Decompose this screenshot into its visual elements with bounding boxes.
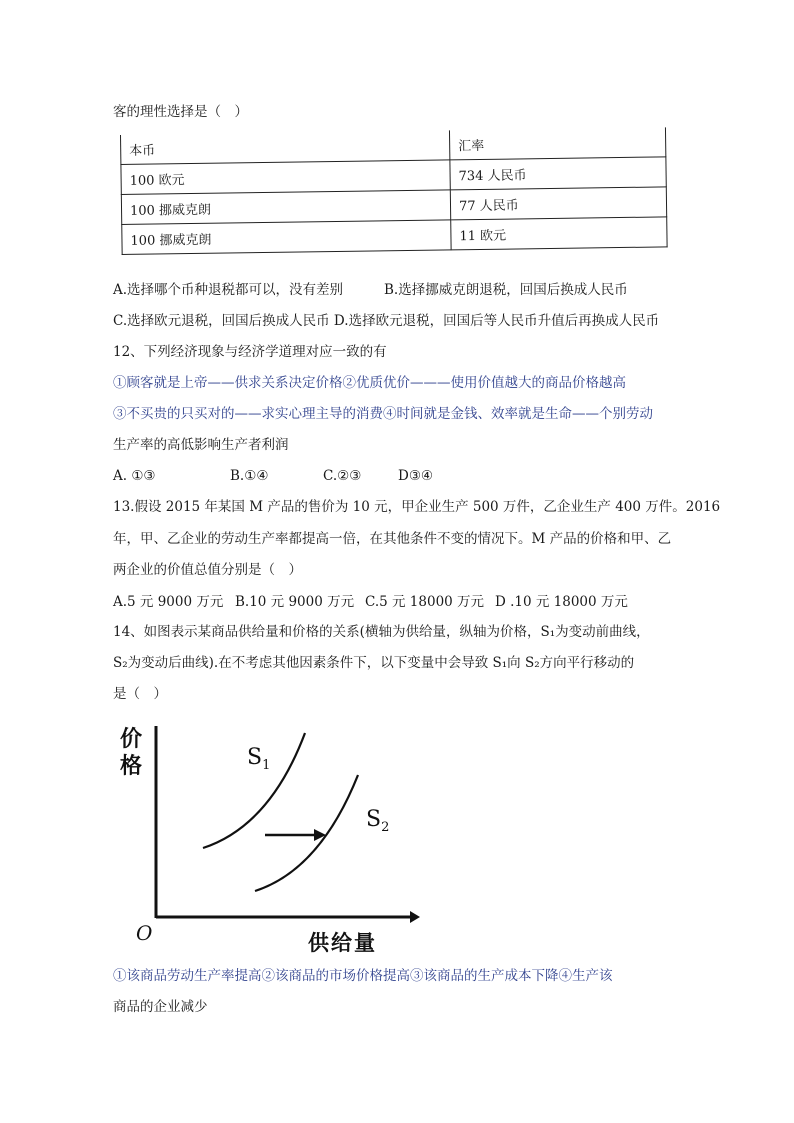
table-cell: 100 欧元 — [121, 160, 450, 195]
question-12-stem: 12、下列经济现象与经济学道理对应一致的有 — [113, 344, 387, 360]
curve-s2-label — [366, 807, 389, 835]
x-axis-arrow-icon — [410, 911, 420, 923]
q14-item-line: ①该商品劳动生产率提高②该商品的市场价格提高③该商品的生产成本下降④生产该 — [113, 968, 613, 984]
supply-curve-graph — [110, 718, 430, 963]
q13-option-c: C.5 元 18000 万元 — [365, 594, 485, 610]
q11-option-b: B.选择挪威克朗退税，回国后换成人民币 — [384, 282, 628, 298]
table-cell: 100 挪威克朗 — [121, 190, 450, 225]
question-13-line: 年，甲、乙企业的劳动生产率都提高一倍，在其他条件不变的情况下。M 产品的价格和甲、乙 — [113, 531, 672, 547]
question-13-line: 两企业的价值总值分别是（ ） — [113, 562, 302, 578]
table-row — [122, 217, 667, 255]
y-axis-label-char: 价 — [120, 726, 143, 752]
table-cell: 734 人民币 — [450, 157, 666, 190]
q11-options-c-d: C.选择欧元退税，回国后换成人民币 D.选择欧元退税，回国后等人民币升值后再换成人民币 — [113, 313, 660, 329]
q12-item-line: ①顾客就是上帝——供求关系决定价格②优质优价———使用价值越大的商品价格越高 — [113, 375, 626, 391]
q13-option-a: A.5 元 9000 万元 — [113, 594, 224, 610]
table-cell: 77 人民币 — [450, 187, 666, 220]
q12-option-a: A. ①③ — [113, 468, 156, 484]
q12-item-line: 生产率的高低影响生产者利润 — [113, 437, 289, 453]
q11-option-a: A.选择哪个币种退税都可以，没有差别 — [113, 282, 344, 298]
x-axis-label: 供给量 — [308, 930, 377, 955]
question-13-line: 13.假设 2015 年某国 M 产品的售价为 10 元，甲企业生产 500 万件，乙企业生产 400 万件。2016 — [113, 499, 721, 515]
table-cell: 100 挪威克朗 — [122, 220, 451, 255]
y-axis-label-char: 格 — [120, 753, 143, 779]
exchange-rate-table — [120, 127, 668, 255]
q12-item-line: ③不买贵的只买对的——求实心理主导的消费④时间就是金钱、效率就是生命——个别劳动 — [113, 406, 653, 422]
curve-s2 — [255, 775, 358, 891]
q12-option-c: C.②③ — [323, 468, 362, 484]
curve-s1-label-main: S — [247, 745, 263, 770]
question-14-line: S₂为变动后曲线).在不考虑其他因素条件下，以下变量中会导致 S₁向 S₂方向平行移动的 — [113, 655, 635, 671]
question-14-line: 14、如图表示某商品供给量和价格的关系(横轴为供给量，纵轴为价格，S₁为变动前曲线， — [113, 624, 650, 640]
question-11-stem-end: 客的理性选择是（ ） — [113, 104, 248, 120]
q13-option-b: B.10 元 9000 万元 — [235, 594, 355, 610]
table-header-cell: 本币 — [120, 130, 449, 164]
curve-s2-label-main: S — [366, 807, 382, 832]
table-cell: 11 欧元 — [451, 217, 667, 250]
origin-label: O — [136, 921, 153, 945]
q13-option-d: D .10 元 18000 万元 — [495, 594, 628, 610]
q14-item-line: 商品的企业减少 — [113, 999, 208, 1015]
table-header-cell: 汇率 — [449, 127, 665, 160]
curve-s1-label — [247, 745, 270, 773]
question-14-line: 是（ ） — [113, 686, 167, 702]
q12-option-b: B.①④ — [230, 468, 269, 484]
curve-s1-label-sub: 1 — [262, 758, 271, 773]
q12-option-d: D③④ — [398, 468, 434, 484]
curve-s2-label-sub: 2 — [381, 820, 390, 835]
